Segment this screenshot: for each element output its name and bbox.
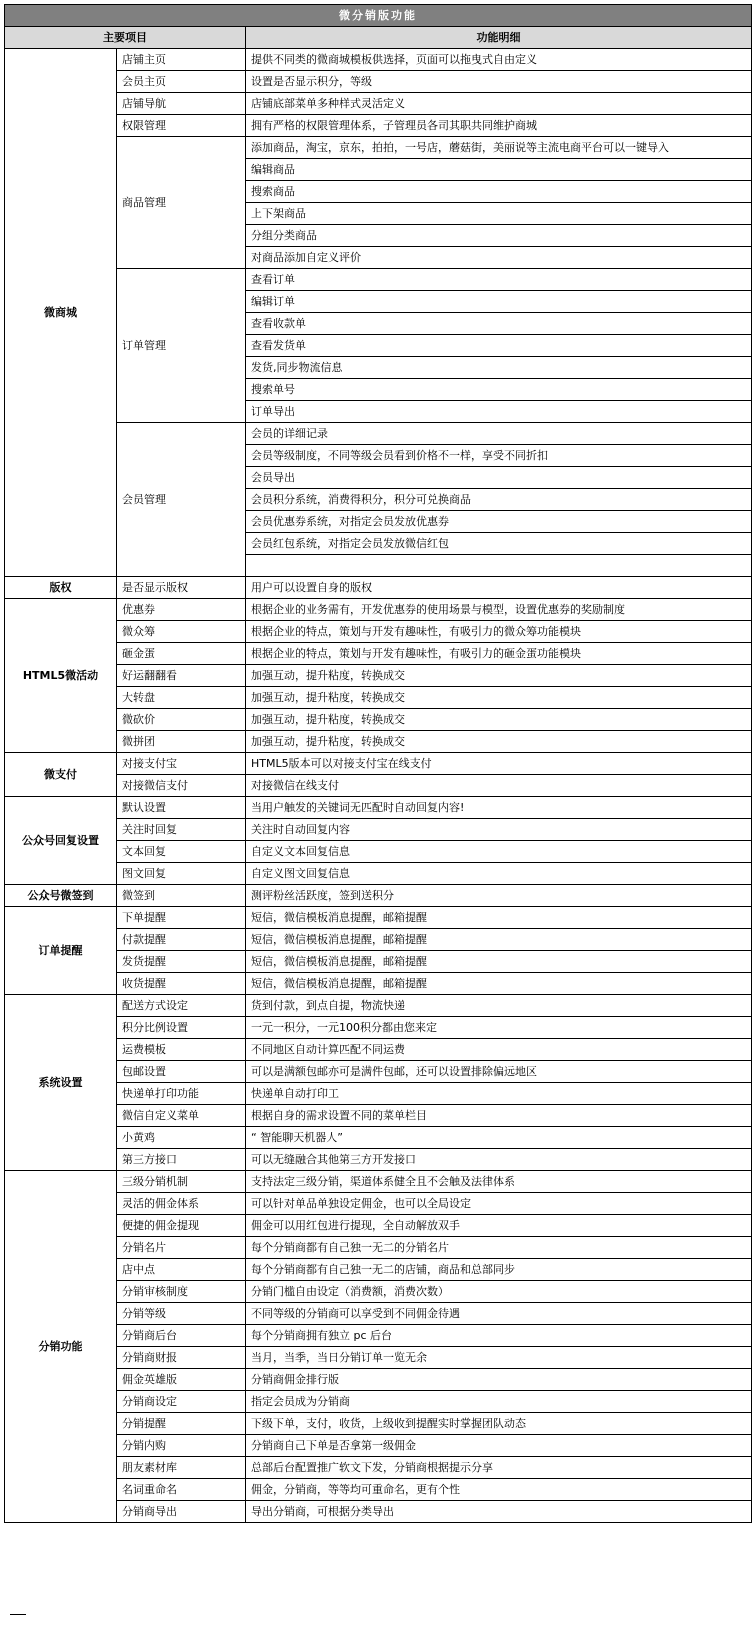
feature-name-cell: 包邮设置 [117, 1061, 246, 1083]
table-row [5, 1303, 752, 1325]
feature-name-cell: 店铺导航 [117, 93, 246, 115]
feature-detail-cell: 提供不同类的微商城模板供选择，页面可以拖曳式自由定义 [246, 49, 752, 71]
table-row [5, 863, 752, 885]
table-row [5, 709, 752, 731]
table-row [5, 1347, 752, 1369]
feature-table [4, 4, 752, 1523]
feature-name-cell: 商品管理 [117, 137, 246, 269]
table-row [5, 1237, 752, 1259]
feature-name-cell: 配送方式设定 [117, 995, 246, 1017]
feature-detail-cell: 每个分销商都有自己独一无二的分销名片 [246, 1237, 752, 1259]
category-cell: 版权 [5, 577, 117, 599]
table-row [5, 115, 752, 137]
feature-name-cell: 小黄鸡 [117, 1127, 246, 1149]
table-row [5, 1325, 752, 1347]
table-row [5, 1039, 752, 1061]
feature-detail-cell: 不同地区自动计算匹配不同运费 [246, 1039, 752, 1061]
feature-detail-cell: 对接微信在线支付 [246, 775, 752, 797]
column-header-main: 主要项目 [5, 27, 246, 49]
table-row [5, 1281, 752, 1303]
category-cell: 系统设置 [5, 995, 117, 1171]
feature-name-cell: 店铺主页 [117, 49, 246, 71]
table-row [5, 49, 752, 71]
feature-name-cell: 名词重命名 [117, 1479, 246, 1501]
feature-detail-cell: “ 智能聊天机器人” [246, 1127, 752, 1149]
table-row [5, 1501, 752, 1523]
table-row [5, 929, 752, 951]
feature-detail-cell: 总部后台配置推广软文下发，分销商根据提示分享 [246, 1457, 752, 1479]
footer-dash [10, 1614, 26, 1615]
table-row [5, 995, 752, 1017]
feature-name-cell: 便捷的佣金提现 [117, 1215, 246, 1237]
feature-detail-cell: 用户可以设置自身的版权 [246, 577, 752, 599]
feature-detail-cell [246, 555, 752, 577]
feature-name-cell: 收货提醒 [117, 973, 246, 995]
table-row [5, 665, 752, 687]
category-cell: 微支付 [5, 753, 117, 797]
feature-name-cell: 分销提醒 [117, 1413, 246, 1435]
table-row [5, 137, 752, 159]
feature-detail-cell: 添加商品，淘宝，京东，拍拍，一号店，蘑菇街，美丽说等主流电商平台可以一键导入 [246, 137, 752, 159]
feature-name-cell: 大转盘 [117, 687, 246, 709]
table-row [5, 599, 752, 621]
table-row [5, 819, 752, 841]
feature-detail-cell: 查看发货单 [246, 335, 752, 357]
category-cell: 订单提醒 [5, 907, 117, 995]
feature-name-cell: 权限管理 [117, 115, 246, 137]
feature-name-cell: 分销名片 [117, 1237, 246, 1259]
table-row [5, 423, 752, 445]
table-row [5, 1413, 752, 1435]
feature-detail-cell: 货到付款，到点自提，物流快递 [246, 995, 752, 1017]
feature-detail-cell: 快递单自动打印工 [246, 1083, 752, 1105]
feature-name-cell: 默认设置 [117, 797, 246, 819]
table-row [5, 775, 752, 797]
feature-detail-cell: 加强互动，提升粘度，转换成交 [246, 731, 752, 753]
feature-detail-cell: 店铺底部菜单多种样式灵活定义 [246, 93, 752, 115]
feature-detail-cell: 分销商自己下单是否拿第一级佣金 [246, 1435, 752, 1457]
table-row [5, 1479, 752, 1501]
feature-detail-cell: 可以针对单品单独设定佣金，也可以全局设定 [246, 1193, 752, 1215]
table-row [5, 973, 752, 995]
feature-detail-cell: 搜索商品 [246, 181, 752, 203]
feature-name-cell: 分销审核制度 [117, 1281, 246, 1303]
feature-detail-cell: 当月，当季，当日分销订单一览无余 [246, 1347, 752, 1369]
feature-rows [5, 49, 752, 1523]
feature-name-cell: 发货提醒 [117, 951, 246, 973]
column-header-detail: 功能明细 [246, 27, 752, 49]
category-cell: 公众号微签到 [5, 885, 117, 907]
feature-detail-cell: 加强互动，提升粘度，转换成交 [246, 665, 752, 687]
feature-name-cell: 微签到 [117, 885, 246, 907]
feature-name-cell: 会员主页 [117, 71, 246, 93]
table-row [5, 1127, 752, 1149]
feature-name-cell: 朋友素材库 [117, 1457, 246, 1479]
feature-detail-cell: 发货,同步物流信息 [246, 357, 752, 379]
table-row [5, 731, 752, 753]
table-row [5, 1171, 752, 1193]
feature-name-cell: 分销内购 [117, 1435, 246, 1457]
feature-name-cell: 积分比例设置 [117, 1017, 246, 1039]
feature-detail-cell: 短信，微信模板消息提醒，邮箱提醒 [246, 973, 752, 995]
table-row [5, 1149, 752, 1171]
table-row [5, 1457, 752, 1479]
feature-detail-cell: 关注时自动回复内容 [246, 819, 752, 841]
feature-detail-cell: 根据企业的特点，策划与开发有趣味性，有吸引力的微众筹功能模块 [246, 621, 752, 643]
feature-detail-cell: 会员优惠券系统，对指定会员发放优惠券 [246, 511, 752, 533]
table-row [5, 577, 752, 599]
feature-detail-cell: 编辑商品 [246, 159, 752, 181]
feature-name-cell: 分销商设定 [117, 1391, 246, 1413]
feature-detail-cell: 每个分销商拥有独立 pc 后台 [246, 1325, 752, 1347]
feature-name-cell: 文本回复 [117, 841, 246, 863]
table-row [5, 1259, 752, 1281]
table-row [5, 687, 752, 709]
feature-detail-cell: 自定义图文回复信息 [246, 863, 752, 885]
feature-sheet [4, 4, 751, 1523]
table-row [5, 885, 752, 907]
feature-detail-cell: 一元一积分，一元100积分都由您来定 [246, 1017, 752, 1039]
feature-name-cell: 订单管理 [117, 269, 246, 423]
category-cell: HTML5微活动 [5, 599, 117, 753]
category-cell: 公众号回复设置 [5, 797, 117, 885]
feature-name-cell: 佣金英雄版 [117, 1369, 246, 1391]
feature-detail-cell: 会员的详细记录 [246, 423, 752, 445]
feature-name-cell: 分销商财报 [117, 1347, 246, 1369]
feature-detail-cell: 设置是否显示积分，等级 [246, 71, 752, 93]
feature-detail-cell: 每个分销商都有自己独一无二的店铺，商品和总部同步 [246, 1259, 752, 1281]
feature-detail-cell: 短信，微信模板消息提醒，邮箱提醒 [246, 951, 752, 973]
table-row [5, 269, 752, 291]
feature-detail-cell: 加强互动，提升粘度，转换成交 [246, 687, 752, 709]
feature-name-cell: 三级分销机制 [117, 1171, 246, 1193]
feature-detail-cell: 分销商佣金排行版 [246, 1369, 752, 1391]
feature-detail-cell: 指定会员成为分销商 [246, 1391, 752, 1413]
feature-detail-cell: 自定义文本回复信息 [246, 841, 752, 863]
feature-name-cell: 付款提醒 [117, 929, 246, 951]
table-row [5, 841, 752, 863]
feature-detail-cell: 编辑订单 [246, 291, 752, 313]
feature-detail-cell: 佣金，分销商，等等均可重命名，更有个性 [246, 1479, 752, 1501]
feature-name-cell: 图文回复 [117, 863, 246, 885]
feature-detail-cell: 查看收款单 [246, 313, 752, 335]
feature-detail-cell: 短信，微信模板消息提醒，邮箱提醒 [246, 907, 752, 929]
feature-name-cell: 优惠券 [117, 599, 246, 621]
feature-detail-cell: 导出分销商，可根据分类导出 [246, 1501, 752, 1523]
feature-detail-cell: 根据企业的特点，策划与开发有趣味性，有吸引力的砸金蛋功能模块 [246, 643, 752, 665]
feature-detail-cell: 对商品添加自定义评价 [246, 247, 752, 269]
feature-detail-cell: 会员积分系统，消费得积分，积分可兑换商品 [246, 489, 752, 511]
table-row [5, 93, 752, 115]
feature-name-cell: 快递单打印功能 [117, 1083, 246, 1105]
feature-detail-cell: 根据企业的业务需有，开发优惠券的使用场景与模型，设置优惠券的奖励制度 [246, 599, 752, 621]
feature-detail-cell: 下级下单，支付，收货，上级收到提醒实时掌握团队动态 [246, 1413, 752, 1435]
table-row [5, 1105, 752, 1127]
feature-name-cell: 对接支付宝 [117, 753, 246, 775]
table-row [5, 1369, 752, 1391]
table-row [5, 1193, 752, 1215]
table-row [5, 1391, 752, 1413]
feature-detail-cell: 测评粉丝活跃度，签到送积分 [246, 885, 752, 907]
feature-name-cell: 好运翻翻看 [117, 665, 246, 687]
feature-name-cell: 第三方接口 [117, 1149, 246, 1171]
feature-name-cell: 微拼团 [117, 731, 246, 753]
feature-name-cell: 灵活的佣金体系 [117, 1193, 246, 1215]
feature-name-cell: 分销商后台 [117, 1325, 246, 1347]
feature-detail-cell: 分组分类商品 [246, 225, 752, 247]
table-row [5, 621, 752, 643]
feature-detail-cell: 当用户触发的关键词无匹配时自动回复内容! [246, 797, 752, 819]
table-row [5, 643, 752, 665]
table-row [5, 753, 752, 775]
feature-detail-cell: 会员等级制度，不同等级会员看到价格不一样，享受不同折扣 [246, 445, 752, 467]
table-row [5, 907, 752, 929]
feature-detail-cell: 拥有严格的权限管理体系，子管理员各司其职共同维护商城 [246, 115, 752, 137]
feature-detail-cell: 可以是满额包邮亦可是满件包邮，还可以设置排除偏远地区 [246, 1061, 752, 1083]
feature-name-cell: 微信自定义菜单 [117, 1105, 246, 1127]
feature-detail-cell: 佣金可以用红包进行提现，全自动解放双手 [246, 1215, 752, 1237]
feature-name-cell: 分销商导出 [117, 1501, 246, 1523]
feature-detail-cell: 不同等级的分销商可以享受到不同佣金待遇 [246, 1303, 752, 1325]
feature-name-cell: 会员管理 [117, 423, 246, 577]
feature-name-cell: 微砍价 [117, 709, 246, 731]
feature-detail-cell: 搜索单号 [246, 379, 752, 401]
table-row [5, 1017, 752, 1039]
feature-name-cell: 是否显示版权 [117, 577, 246, 599]
table-row [5, 1435, 752, 1457]
feature-detail-cell: 根据自身的需求设置不同的菜单栏目 [246, 1105, 752, 1127]
feature-detail-cell: 加强互动，提升粘度，转换成交 [246, 709, 752, 731]
feature-detail-cell: 可以无缝融合其他第三方开发接口 [246, 1149, 752, 1171]
feature-detail-cell: HTML5版本可以对接支付宝在线支付 [246, 753, 752, 775]
feature-name-cell: 运费模板 [117, 1039, 246, 1061]
feature-detail-cell: 订单导出 [246, 401, 752, 423]
feature-name-cell: 分销等级 [117, 1303, 246, 1325]
category-cell: 微商城 [5, 49, 117, 577]
table-title: 微分销版功能 [5, 5, 752, 27]
feature-detail-cell: 会员导出 [246, 467, 752, 489]
feature-name-cell: 店中点 [117, 1259, 246, 1281]
table-row [5, 1215, 752, 1237]
feature-name-cell: 砸金蛋 [117, 643, 246, 665]
feature-detail-cell: 分销门槛自由设定（消费额，消费次数） [246, 1281, 752, 1303]
category-cell: 分销功能 [5, 1171, 117, 1523]
feature-name-cell: 关注时回复 [117, 819, 246, 841]
table-row [5, 797, 752, 819]
feature-detail-cell: 上下架商品 [246, 203, 752, 225]
feature-detail-cell: 会员红包系统，对指定会员发放微信红包 [246, 533, 752, 555]
feature-detail-cell: 查看订单 [246, 269, 752, 291]
feature-detail-cell: 支持法定三级分销，渠道体系健全且不会触及法律体系 [246, 1171, 752, 1193]
table-row [5, 1083, 752, 1105]
feature-name-cell: 下单提醒 [117, 907, 246, 929]
feature-name-cell: 微众筹 [117, 621, 246, 643]
feature-detail-cell: 短信，微信模板消息提醒，邮箱提醒 [246, 929, 752, 951]
feature-name-cell: 对接微信支付 [117, 775, 246, 797]
table-row [5, 71, 752, 93]
table-row [5, 951, 752, 973]
table-row [5, 1061, 752, 1083]
